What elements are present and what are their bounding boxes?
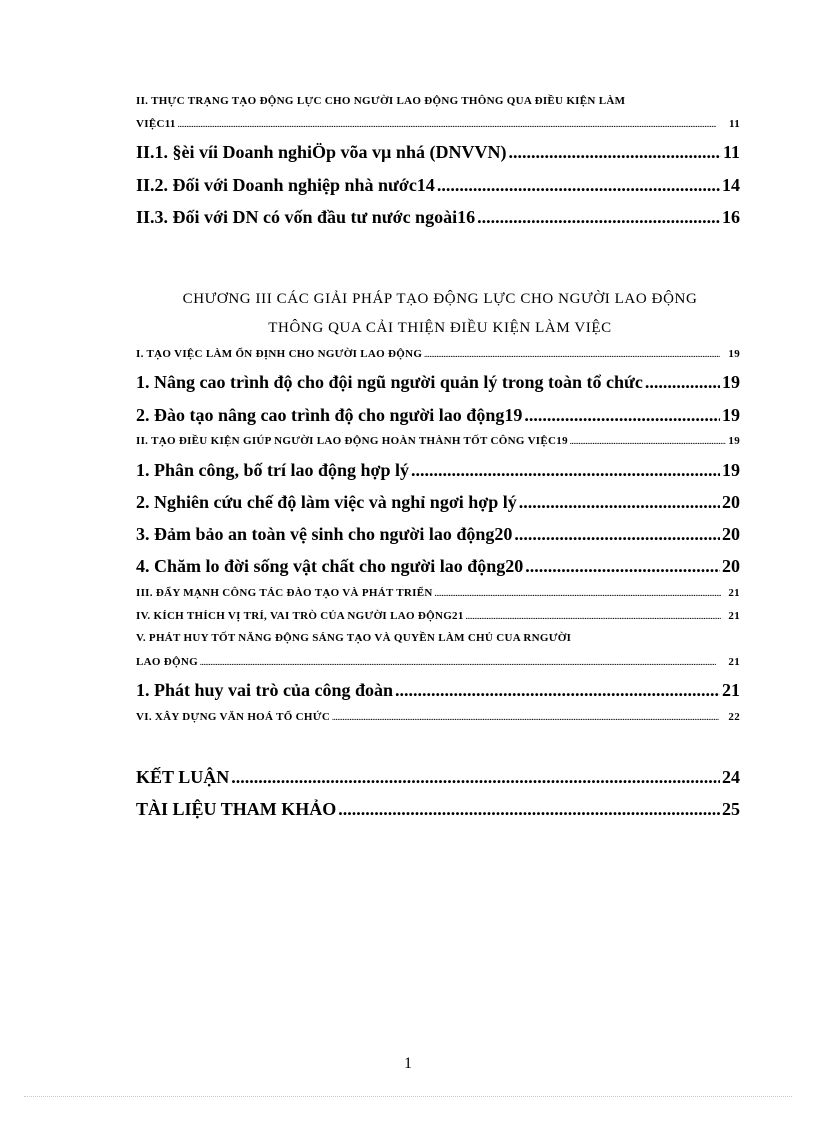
toc-entry-s2-1[interactable] [136, 142, 740, 163]
toc-entry-label: 2. Nghiên cứu chế độ làm việc và nghỉ ngơi hợp lý [136, 492, 517, 512]
toc-entry-c3-6[interactable] [136, 711, 740, 723]
toc-page-number: 19 [728, 348, 740, 360]
toc-entry-c3-1[interactable] [136, 348, 740, 360]
toc-page-number: 25 [722, 799, 740, 819]
toc-leader-dots [178, 118, 716, 130]
toc-entry-label: I. TẠO VIỆC LÀM ỔN ĐỊNH CHO NGƯỜI LAO ĐỘNG [136, 348, 423, 360]
toc-leader-dots [570, 435, 727, 447]
toc-entry-conclusion[interactable] [136, 767, 740, 788]
toc-entry-c3-5-cont[interactable] [136, 656, 740, 668]
toc-entry-c3-2-4[interactable] [136, 556, 740, 577]
page-number: 1 [404, 1055, 412, 1072]
toc-entry-label: TÀI LIỆU THAM KHẢO [136, 799, 337, 819]
chapter-heading-line-2: THÔNG QUA CẢI THIỆN ĐIỀU KIỆN LÀM VIỆC [268, 320, 612, 336]
toc-page-number: 22 [728, 711, 740, 723]
toc-entry-label: 1. Nâng cao trình độ cho đội ngũ người quản lý trong toàn tổ chức [136, 372, 643, 392]
toc-entry-label: 4. Chăm lo đời sống vật chất cho người lao động20 [136, 556, 524, 576]
toc-page-number: 21 [728, 610, 740, 622]
toc-entry-c3-4[interactable] [136, 610, 740, 622]
toc-entry-label: KẾT LUẬN [136, 767, 230, 787]
toc-entry-label: LAO ĐỘNG [136, 656, 198, 668]
toc-page-number: 19 [728, 435, 740, 447]
toc-page-number: 19 [722, 372, 740, 392]
toc-leader-dots [524, 405, 720, 426]
toc-leader-dots [525, 556, 720, 577]
toc-entry-c3-5[interactable] [136, 632, 740, 644]
page-footer-divider [24, 1096, 792, 1097]
toc-entry-label: II.1. §èi víi Doanh nghiÖp võa vµ nhá (DNVVN) [136, 142, 507, 162]
toc-leader-dots [338, 799, 720, 820]
toc-leader-dots [435, 587, 721, 599]
toc-entry-s2[interactable] [136, 95, 740, 107]
toc-entry-label: II.2. Đối với Doanh nghiệp nhà nước14 [136, 175, 435, 195]
toc-leader-dots [231, 767, 720, 788]
toc-entry-label: VIỆC11 [136, 118, 176, 130]
toc-entry-s2-2[interactable] [136, 175, 740, 196]
toc-entry-c3-1-1[interactable] [136, 372, 740, 393]
toc-page-number: 16 [722, 207, 740, 227]
toc-entry-label: IV. KÍCH THÍCH VỊ TRÍ, VAI TRÒ CỦA NGƯỜI LAO ĐỘNG21 [136, 610, 464, 622]
toc-leader-dots [411, 460, 720, 481]
toc-entry-c3-1-2[interactable] [136, 405, 740, 426]
toc-leader-dots [395, 680, 720, 701]
toc-entry-label: V. PHÁT HUY TỐT NĂNG ĐỘNG SÁNG TẠO VÀ QUYỀN LÀM CHỦ CUA RNGƯỜI [136, 632, 572, 644]
toc-leader-dots [514, 524, 720, 545]
toc-entry-c3-5-1[interactable] [136, 680, 740, 701]
toc-leader-dots [477, 207, 720, 228]
toc-leader-dots [200, 656, 716, 668]
toc-page-number: 21 [728, 656, 740, 668]
toc-leader-dots [508, 142, 721, 163]
toc-page-number: 19 [722, 460, 740, 480]
toc-page-number: 20 [722, 524, 740, 544]
toc-leader-dots [466, 610, 722, 622]
toc-entry-label: 1. Phân công, bố trí lao động hợp lý [136, 460, 410, 480]
toc-entry-label: VI. XÂY DỰNG VĂN HOÁ TỔ CHỨC [136, 711, 331, 723]
toc-leader-dots [645, 372, 720, 393]
toc-page-number: 11 [729, 118, 740, 130]
toc-entry-label: II.3. Đối với DN có vốn đầu tư nước ngoài16 [136, 207, 476, 227]
toc-entry-label: 1. Phát huy vai trò của công đoàn [136, 680, 394, 700]
toc-page-number: 20 [722, 556, 740, 576]
toc-entry-s2-cont[interactable] [136, 118, 740, 130]
toc-entry-label: III. ĐẨY MẠNH CÔNG TÁC ĐÀO TẠO VÀ PHÁT TRIỂN [136, 587, 433, 599]
toc-entry-s2-3[interactable] [136, 207, 740, 228]
toc-page-number: 19 [722, 405, 740, 425]
toc-leader-dots [519, 492, 720, 513]
toc-page-number: 11 [722, 142, 740, 162]
toc-entry-label: 3. Đảm bảo an toàn vệ sinh cho người lao động20 [136, 524, 513, 544]
toc-page-number: 24 [722, 767, 740, 787]
toc-page-number: 14 [722, 175, 740, 195]
toc-entry-c3-2-2[interactable] [136, 492, 740, 513]
toc-entry-c3-2-3[interactable] [136, 524, 740, 545]
toc-leader-dots [332, 711, 718, 723]
toc-entry-label: II. THỰC TRẠNG TẠO ĐỘNG LỰC CHO NGƯỜI LAO ĐỘNG THÔNG QUA ĐIỀU KIỆN LÀM [136, 95, 626, 107]
toc-leader-dots [424, 348, 720, 360]
toc-leader-dots [437, 175, 720, 196]
toc-page-number: 21 [728, 587, 740, 599]
toc-page-number: 21 [722, 680, 740, 700]
toc-entry-references[interactable] [136, 799, 740, 820]
toc-entry-label: 2. Đào tạo nâng cao trình độ cho người lao động19 [136, 405, 523, 425]
toc-entry-label: II. TẠO ĐIỀU KIỆN GIÚP NGƯỜI LAO ĐỘNG HOÀN THÀNH TỐT CÔNG VIỆC19 [136, 435, 568, 447]
toc-page-number: 20 [722, 492, 740, 512]
chapter-heading-line-1: CHƯƠNG III CÁC GIẢI PHÁP TẠO ĐỘNG LỰC CHO NGƯỜI LAO ĐỘNG [182, 291, 698, 307]
toc-entry-c3-2-1[interactable] [136, 460, 740, 481]
toc-entry-c3-2[interactable] [136, 435, 740, 447]
toc-entry-c3-3[interactable] [136, 587, 740, 599]
